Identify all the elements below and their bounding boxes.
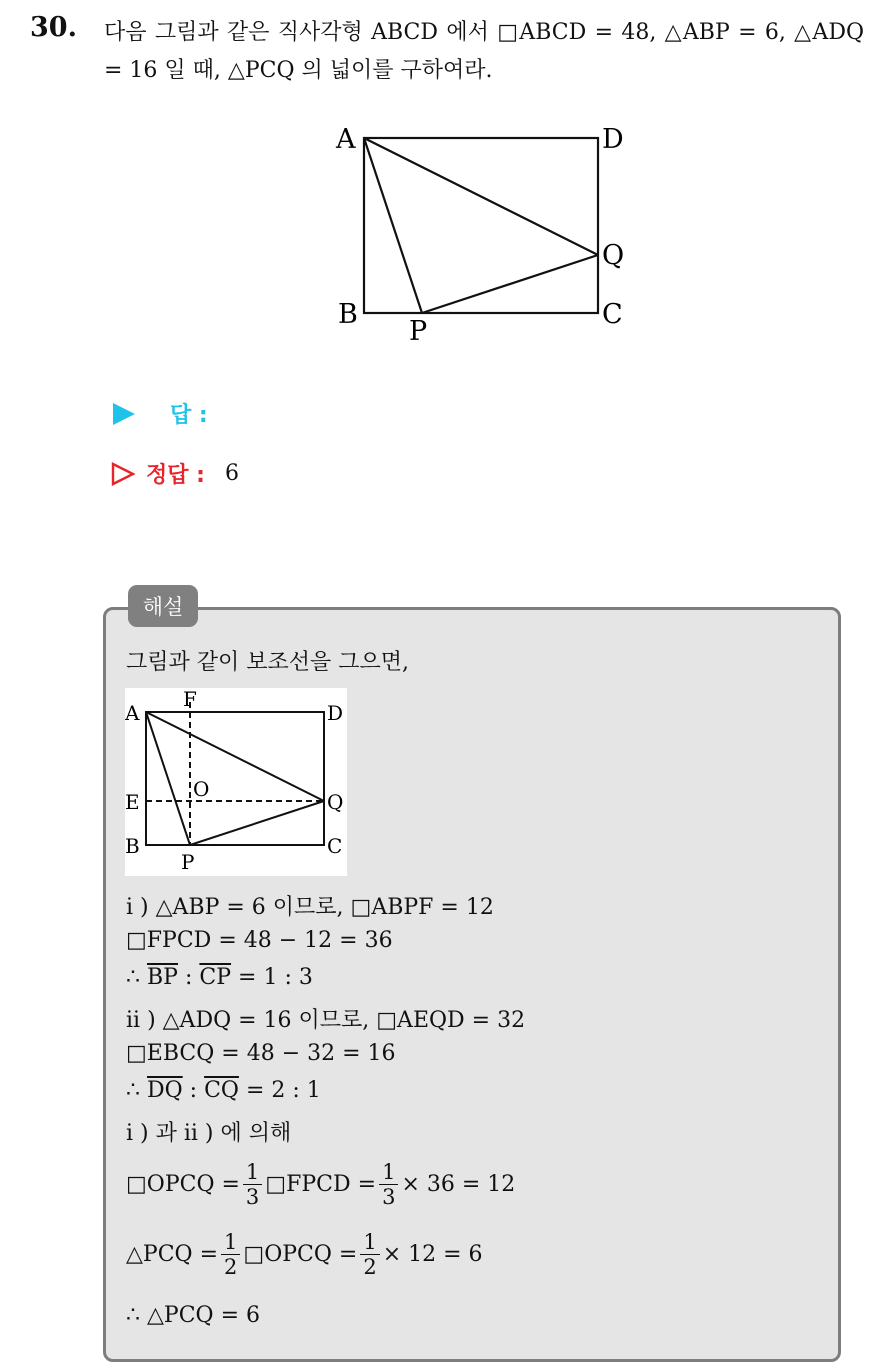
sol-label-o: O <box>193 777 210 801</box>
sol-label-a: A <box>125 701 140 725</box>
segment-cp: $\overline{CP}$ <box>199 965 232 990</box>
solution-line-7: i ) 과 ii ) 에 의해 <box>126 1121 292 1146</box>
label-p: P <box>409 316 428 347</box>
sol-label-q: Q <box>327 790 344 814</box>
sol-label-f: F <box>183 688 197 711</box>
label-a: A <box>336 124 356 155</box>
outline-triangle-icon <box>110 461 136 487</box>
label-q: Q <box>602 240 625 271</box>
solution-line-10: ∴ △PCQ = 6 <box>126 1303 260 1328</box>
label-b: B <box>338 299 358 330</box>
play-triangle-icon <box>110 401 136 427</box>
segment-pq <box>422 255 598 313</box>
question-text: 다음 그림과 같은 직사각형 ABCD 에서 □ABCD = 48, △ABP = 6, △ADQ = 16 일 때, △PCQ 의 넓이를 구하여라. <box>104 20 864 83</box>
rectangle-abcd <box>364 138 598 313</box>
solution-line-9: △PCQ = $\frac{1}{2}$ □OPCQ = $\frac{1}{2}$ × 12 = 6 <box>126 1230 483 1279</box>
label-d: D <box>602 124 624 155</box>
question-number: 30. <box>30 12 77 43</box>
answer-correct-label: 정답 : <box>146 463 205 488</box>
sol-label-c: C <box>327 834 343 858</box>
segment-dq: $\overline{DQ}$ <box>147 1078 183 1103</box>
answer-blank-row <box>110 398 208 429</box>
label-c: C <box>602 299 623 330</box>
answer-correct-row <box>110 458 239 489</box>
rectangle-figure <box>330 118 640 348</box>
sol-label-e: E <box>125 790 140 814</box>
sol-label-p: P <box>181 850 195 874</box>
segment-cq: $\overline{CQ}$ <box>204 1078 239 1103</box>
segment-ap <box>364 138 422 313</box>
segment-aq <box>364 138 598 255</box>
solution-line-1: i ) △ABP = 6 이므로, □ABPF = 12 <box>126 895 494 920</box>
segment-bp: $\overline{BP}$ <box>147 965 178 990</box>
fraction-one-third: $\frac{1}{3}$ <box>243 1160 262 1209</box>
solution-tag: 해설 <box>128 585 198 627</box>
solution-line-8: □OPCQ = $\frac{1}{3}$ □FPCD = $\frac{1}{3}$ × 36 = 12 <box>126 1160 516 1209</box>
fraction-one-half-b: $\frac{1}{2}$ <box>360 1230 379 1279</box>
sol-label-d: D <box>327 701 344 725</box>
solution-intro: 그림과 같이 보조선을 그으면, <box>126 650 409 675</box>
solution-line-6: ∴ $\overline{DQ}$ : $\overline{CQ} = 2$ : 1 <box>126 1078 321 1103</box>
solution-line-4: ii ) △ADQ = 16 이므로, □AEQD = 32 <box>126 1008 526 1033</box>
solution-figure <box>125 688 347 876</box>
answer-blank-label: 답 : <box>170 403 208 428</box>
sol-label-b: B <box>125 834 140 858</box>
solution-line-2: □FPCD = 48 − 12 = 36 <box>126 928 393 953</box>
solution-line-5: □EBCQ = 48 − 32 = 16 <box>126 1041 396 1066</box>
solution-line-3: ∴ $\overline{BP}$ : $\overline{CP} = 1$ : 3 <box>126 965 313 990</box>
answer-value: 6 <box>224 461 239 486</box>
fraction-one-half: $\frac{1}{2}$ <box>221 1230 240 1279</box>
fraction-one-third-b: $\frac{1}{3}$ <box>379 1160 398 1209</box>
